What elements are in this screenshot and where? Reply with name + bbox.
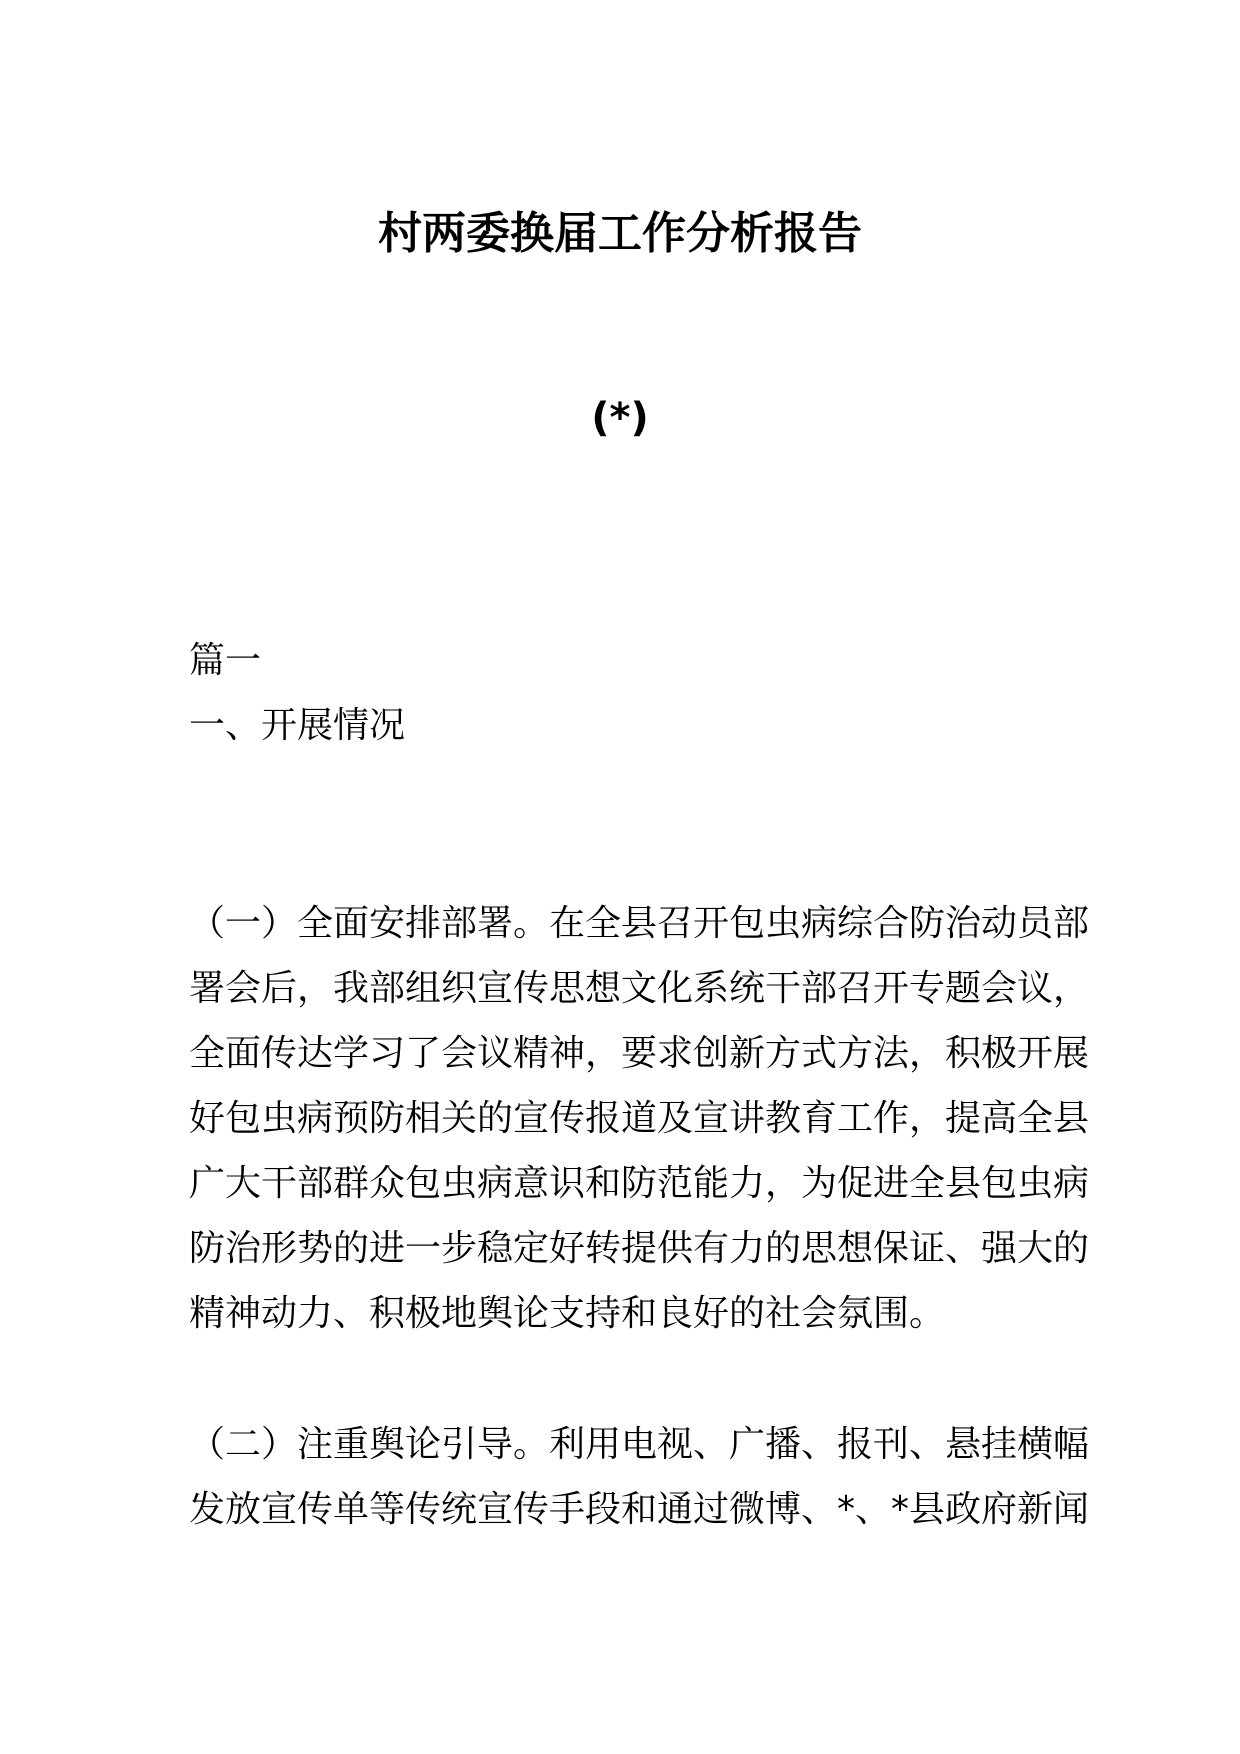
- section-label: 篇一: [189, 640, 262, 681]
- paragraph-1: [0, 891, 1240, 1346]
- paragraph-line: 防治形势的进一步稳定好转提供有力的思想保证、强大的: [189, 1228, 1090, 1269]
- paragraph-line: 好包虫病预防相关的宣传报道及宣讲教育工作，提高全县: [189, 1098, 1090, 1139]
- paragraph-line: 全面传达学习了会议精神，要求创新方式方法，积极开展: [189, 1033, 1090, 1074]
- paragraph-2: [0, 1412, 1240, 1542]
- document-title: 村两委换届工作分析报告: [378, 208, 862, 259]
- paragraph-line: 精神动力、积极地舆论支持和良好的社会氛围。: [189, 1293, 946, 1334]
- paragraph-line: 发放宣传单等传统宣传手段和通过微博、*、*县政府新闻: [189, 1489, 1090, 1530]
- document-subtitle: (*): [591, 395, 649, 441]
- paragraph-line: （一）全面安排部署。在全县召开包虫病综合防治动员部: [189, 903, 1090, 944]
- paragraph-line: 广大干部群众包虫病意识和防范能力，为促进全县包虫病: [189, 1163, 1090, 1204]
- paragraph-line: 署会后，我部组织宣传思想文化系统干部召开专题会议，: [189, 968, 1090, 1009]
- heading-1: 一、开展情况: [189, 705, 406, 746]
- paragraph-line: （二）注重舆论引导。利用电视、广播、报刊、悬挂横幅: [189, 1424, 1090, 1465]
